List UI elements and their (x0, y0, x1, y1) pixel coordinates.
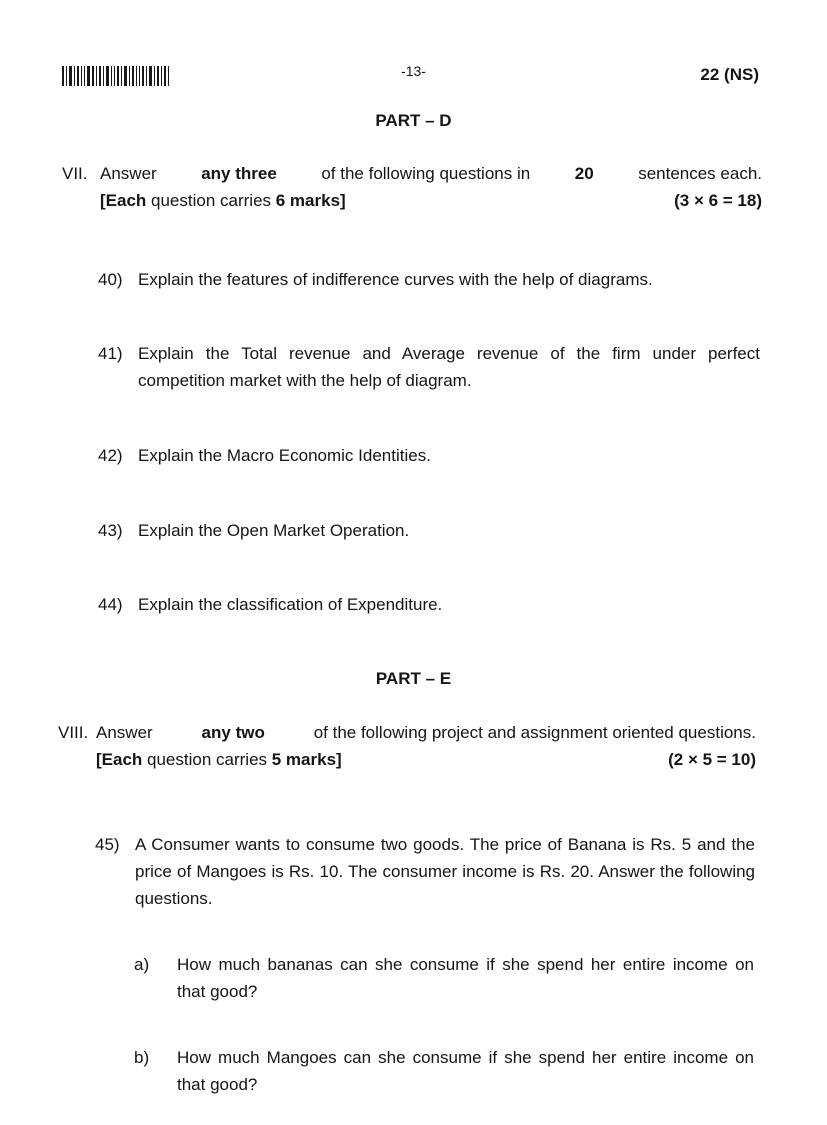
section-vii-instructions: VII. Answer any three of the following questions in 20 sentences each. [Each question carries 6 marks] (3 × 6 = 18) (62, 160, 762, 214)
part-e-title: PART – E (375, 669, 452, 688)
question-41: 41) Explain the Total revenue and Average revenue of the firm under perfect competition market with the help of diagram. (98, 344, 760, 390)
marks-allocation: (2 × 5 = 10) (668, 750, 756, 769)
question-45: 45) A Consumer wants to consume two goods. The price of Banana is Rs. 5 and the price of Mangoes is Rs. 10. The consumer income is Rs. 20. Answer the following questions. (95, 835, 755, 908)
question-44: 44) Explain the classification of Expenditure. (98, 595, 443, 614)
question-43: 43) Explain the Open Market Operation. (98, 521, 410, 540)
page-number: -13- (401, 63, 426, 79)
question-45-b: b) How much Mangoes can she consume if she spend her entire income on that good? (134, 1048, 754, 1094)
paper-code: 22 (NS) (700, 65, 759, 84)
question-45-a: a) How much bananas can she consume if she spend her entire income on that good? (134, 955, 754, 1001)
marks-allocation: (3 × 6 = 18) (674, 191, 762, 210)
section-viii-instructions: VIII. Answer any two of the following project and assignment oriented questions. [Each question carries 5 marks] (2 × 5 = 10) (58, 719, 756, 773)
section-viii-number: VIII. (58, 723, 89, 742)
section-vii-number: VII. (62, 164, 88, 183)
part-d-title: PART – D (375, 111, 452, 130)
question-40: 40) Explain the features of indifference curves with the help of diagrams. (98, 270, 653, 289)
question-42: 42) Explain the Macro Economic Identities. (98, 446, 431, 465)
